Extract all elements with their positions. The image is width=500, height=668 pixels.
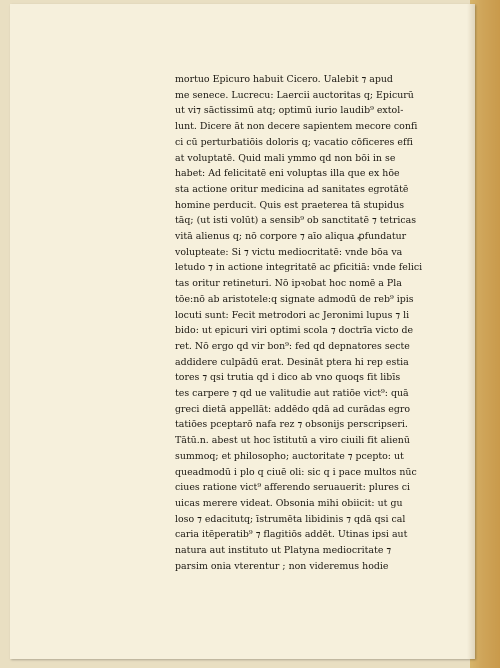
text-line: sta actione oritur medicina ad sanitates egrotātē: [175, 183, 409, 195]
text-line: habet: Ad felicitatē eni voluptas illa que ex hōe: [175, 168, 400, 180]
text-line: ci cū perturbatiōis doloris q; vacatio cōficeres effi: [175, 136, 413, 148]
text-block: [175, 72, 460, 575]
book-page: [10, 4, 475, 659]
text-line: volupteate: Si ⁊ victu mediocritatē: vnde bōa va: [175, 246, 403, 258]
text-line: natura aut instituto ut Platyna mediocritate ⁊: [175, 545, 392, 557]
text-line: ciues ratione vict⁹ afferendo seruauerit: plures ci: [175, 482, 411, 494]
text-line: greci dietā appellāt: addēdo qdā ad curādas egro: [175, 403, 411, 415]
text-line: lunt. Dicere āt non decere sapientem mecore confi: [175, 121, 418, 133]
text-line: tas oritur retineturi. Nō ipꝛobat hoc nomē a Pla: [175, 278, 402, 290]
text-line: parsim onia vterentur ; non videremus hodie: [175, 560, 389, 572]
text-line: addidere culpādū erat. Desināt ptera hi rep estia: [175, 356, 409, 368]
text-line: Tātū.n. abest ut hoc īstitutū a viro ciuili fit alienū: [175, 435, 410, 447]
text-line: tōe:nō ab aristotele:q signate admodū de reb⁹ ipis: [175, 293, 414, 305]
text-line: ret. Nō ergo qd vir bon⁹: fed qd depnatores secte: [175, 340, 410, 352]
text-line: me senece. Lucrecu: Laercii auctoritas q; Epicurū: [175, 89, 414, 101]
text-line: locuti sunt: Fecit metrodori ac Jeronimi lupus ⁊ li: [175, 309, 410, 321]
text-line: tes carpere ⁊ qd ue valitudie aut ratiōe vict⁹: quā: [175, 388, 409, 400]
text-line: uicas merere videat. Obsonia mihi obiicit: ut gu: [175, 497, 403, 509]
text-line: bido: ut epicuri viri optimi scola ⁊ doctrīa victo de: [175, 325, 414, 337]
text-line: at voluptatē. Quid mali ymmo qd non bōi in se: [175, 152, 396, 164]
text-line: tatiōes pceptarō nafa rez ⁊ obsonijs perscripseri.: [175, 419, 408, 431]
text-line: loso ⁊ edacitutq; īstrumēta libidinis ⁊ qdā qsi cal: [175, 513, 406, 525]
text-line: letudo ⁊ in actione integritatē ac ꝑficitiā: vnde felici: [175, 262, 423, 274]
text-line: homine perducit. Quis est praeterea tā stupidus: [175, 199, 405, 211]
text-line: tāq; (ut isti volūt) a sensib⁹ ob sanctitatē ⁊ tetricas: [175, 215, 417, 227]
text-line: summoq; et philosopho; auctoritate ⁊ pcepto: ut: [175, 450, 404, 462]
text-line: caria itēperatib⁹ ⁊ flagitiōs addēt. Utinas ipsi aut: [175, 529, 408, 541]
text-line: queadmodū i plo q ciuē oli: sic q i pace multos nūc: [175, 466, 417, 478]
text-line: ut vi⁊ sāctissimū atq; optimū iurio laudib⁹ extol-: [175, 105, 404, 117]
text-line: tores ⁊ qsi trutia qd i dico ab vno quoqs fit libīs: [175, 372, 401, 384]
text-line: vitā alienus q; nō corpore ⁊ aīo aliqua ꝓfundatur: [175, 231, 407, 243]
text-line: mortuo Epicuro habuit Cicero. Ualebit ⁊ apud: [175, 74, 393, 85]
